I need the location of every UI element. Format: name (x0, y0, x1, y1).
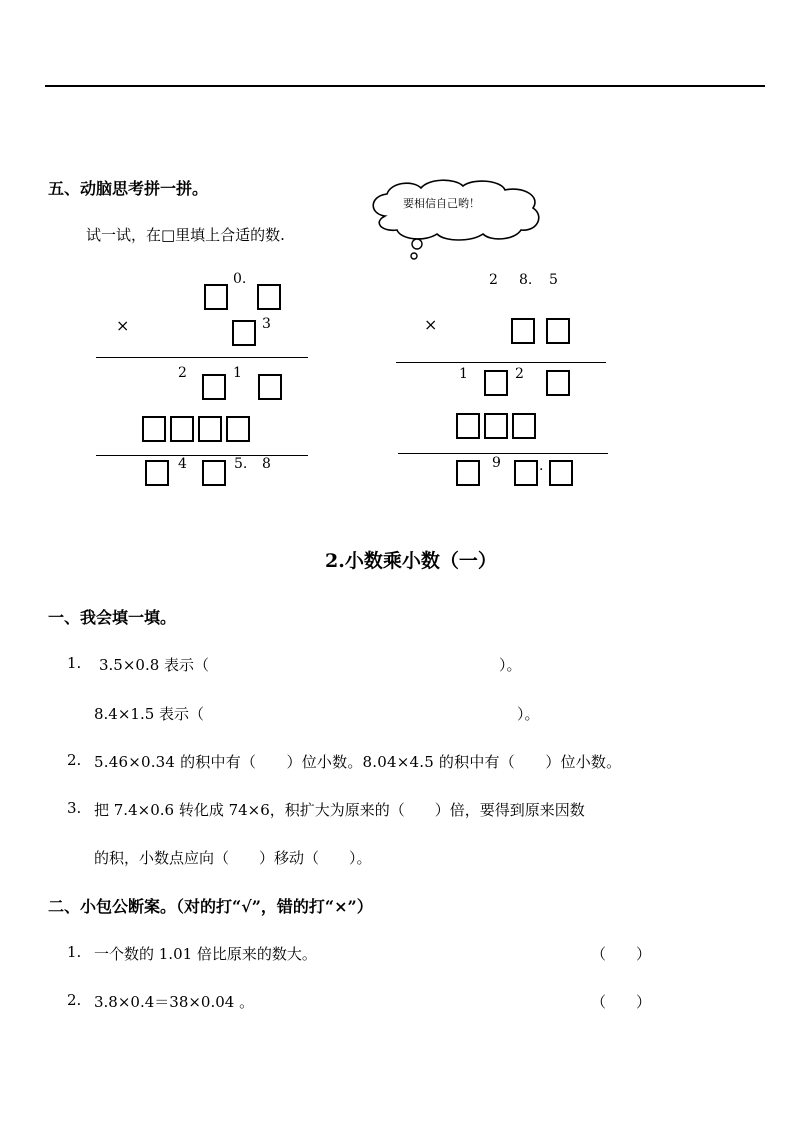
question-number: 1. (67, 943, 82, 961)
bubble-text: 要相信自己哟！ (403, 197, 480, 210)
question-number: 2. (67, 751, 82, 769)
rule (398, 453, 608, 454)
digit-label: 8. (519, 272, 533, 288)
part1-heading: 一、我会填一填。 (48, 608, 177, 627)
question-1a: 3.5×0.8 表示（ (99, 656, 210, 674)
question-number: 3. (67, 799, 82, 817)
decimal-point: . (539, 458, 544, 474)
digit-label: 1 (233, 365, 242, 381)
question-3a: 把 7.4×0.6 转化成 74×6，积扩大为原来的（ ）倍，要得到原来因数 (94, 801, 585, 819)
part2-heading: 二、小包公断案。（对的打“√”，错的打“×”） (48, 897, 373, 916)
blank-box[interactable] (514, 460, 538, 486)
times-sign: × (116, 316, 130, 335)
digit-label: 2 (178, 365, 187, 381)
question-1a-end: ）。 (499, 656, 522, 674)
digit-label: 4 (178, 456, 187, 472)
blank-box[interactable] (145, 460, 169, 486)
rule (96, 455, 308, 456)
answer-blank-1a[interactable] (230, 654, 498, 674)
question-1b: 8.4×1.5 表示（ (94, 705, 205, 723)
blank-box[interactable] (456, 460, 480, 486)
judge-bracket-1[interactable]: （ ） (591, 945, 652, 963)
digit-label: 1 (459, 366, 468, 382)
blank-box[interactable] (512, 413, 536, 439)
times-sign: × (424, 315, 438, 334)
blank-box[interactable] (232, 320, 256, 346)
lesson-title: 2.小数乘小数（一） (325, 550, 497, 572)
digit-label: 0. (233, 271, 247, 287)
blank-box[interactable] (484, 413, 508, 439)
blank-box[interactable] (456, 413, 480, 439)
digit-label: 8 (262, 456, 271, 472)
blank-box[interactable] (142, 416, 166, 442)
blank-box[interactable] (549, 460, 573, 486)
digit-label: 9 (492, 455, 501, 471)
digit-label: 3 (262, 316, 271, 332)
question-number: 1. (67, 654, 82, 672)
blank-box[interactable] (226, 416, 250, 442)
judge-bracket-2[interactable]: （ ） (591, 993, 652, 1011)
digit-label: 2 (489, 272, 498, 288)
blank-box[interactable] (170, 416, 194, 442)
judge-item-1: 一个数的 1.01 倍比原来的数大。 (94, 945, 317, 963)
rule (396, 362, 606, 363)
question-1b-end: ）。 (517, 705, 540, 723)
question-3b: 的积，小数点应向（ ）移动（ ）。 (94, 849, 372, 867)
rule (96, 357, 308, 358)
digit-label: 2 (515, 366, 524, 382)
blank-box[interactable] (546, 318, 570, 344)
blank-box[interactable] (511, 318, 535, 344)
blank-box[interactable] (202, 374, 226, 400)
judge-item-2: 3.8×0.4＝38×0.04 。 (94, 993, 255, 1011)
question-number: 2. (67, 991, 82, 1009)
blank-box[interactable] (484, 370, 508, 396)
blank-box[interactable] (198, 416, 222, 442)
top-rule (45, 85, 765, 87)
digit-label: 5 (549, 272, 558, 288)
section5-heading: 五、动脑思考拼一拼。 (48, 179, 209, 198)
section5-instruction: 试一试，在□里填上合适的数. (86, 226, 285, 244)
answer-blank-1b[interactable] (228, 703, 516, 723)
question-2: 5.46×0.34 的积中有（ ）位小数。8.04×4.5 的积中有（ ）位小数。 (94, 753, 622, 771)
blank-box[interactable] (546, 370, 570, 396)
blank-box[interactable] (204, 284, 228, 310)
blank-box[interactable] (202, 460, 226, 486)
blank-box[interactable] (257, 284, 281, 310)
digit-label: 5. (234, 456, 248, 472)
thought-bubble-icon (365, 178, 547, 260)
blank-box[interactable] (258, 374, 282, 400)
